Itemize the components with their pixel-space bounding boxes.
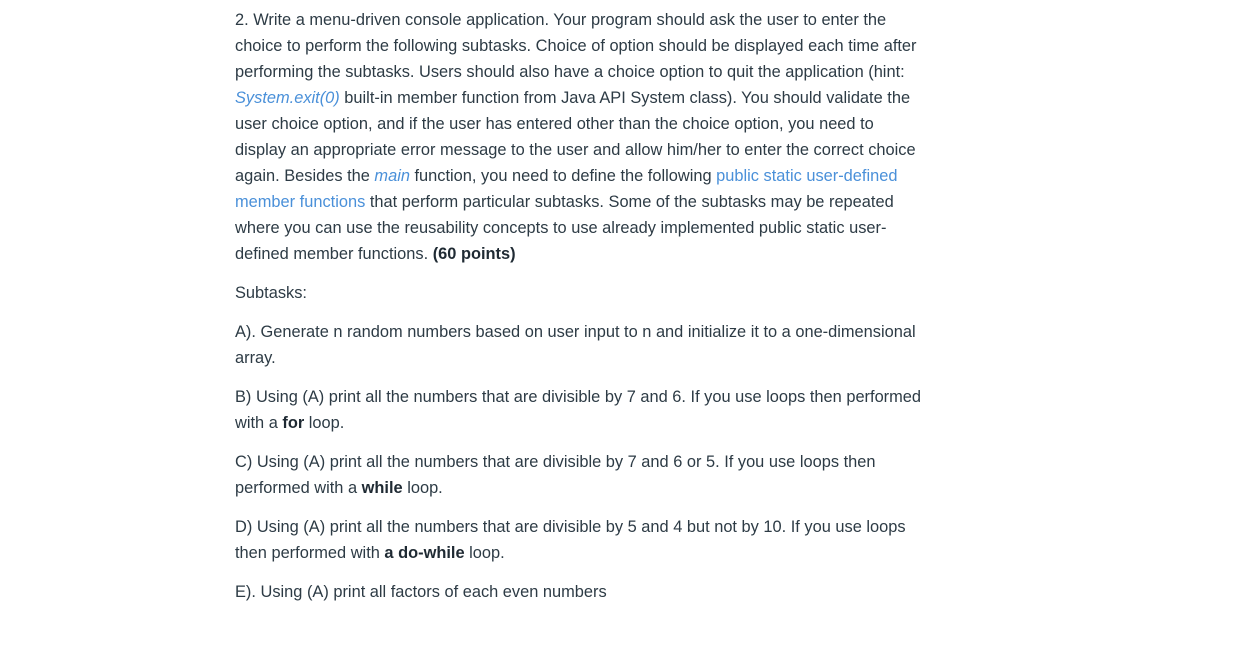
main-function-code: main	[374, 167, 410, 185]
question-paragraph	[235, 7, 925, 267]
subtask-e-text: E). Using (A) print all factors of each even numbers	[235, 583, 607, 601]
subtask-d	[235, 514, 925, 566]
subtasks-heading: Subtasks:	[235, 284, 307, 302]
subtask-d-loop-keyword: a do-while	[384, 544, 465, 562]
subtask-e	[235, 579, 925, 605]
subtask-c-text: C) Using (A) print all the numbers that are divisible by 7 and 6 or 5. If you use loops then performed with a	[235, 453, 876, 497]
subtask-c-loop-keyword: while	[361, 479, 403, 497]
question-content	[235, 7, 925, 618]
subtask-d-text: D) Using (A) print all the numbers that are divisible by 5 and 4 but not by 10. If you use loops then performed with	[235, 518, 906, 562]
subtask-b	[235, 384, 925, 436]
question-text-2: built-in member function from Java API System class). You should validate the user choice option, and if the user has entered other than the choice option, you need to display an appropriate error message to the user and allow him/her to enter the correct choice again. Besides the	[235, 89, 916, 185]
system-exit-code: System.exit(0)	[235, 89, 340, 107]
question-text-1: 2. Write a menu-driven console application. Your program should ask the user to enter the choice to perform the following subtasks. Choice of option should be displayed each time after performing the subtasks. Users should also have a choice option to quit the application (hint:	[235, 11, 917, 81]
subtask-c-tail: loop.	[402, 479, 443, 497]
subtask-b-loop-keyword: for	[282, 414, 305, 432]
public-static-functions-text: public static user-defined member functions	[235, 167, 898, 211]
question-text-4: that perform particular subtasks. Some of the subtasks may be repeated where you can use the reusability concepts to use already implemented public static user-defined member functions.	[235, 193, 894, 263]
subtask-b-tail: loop.	[304, 414, 345, 432]
subtask-d-tail: loop.	[464, 544, 505, 562]
points-label: (60 points)	[432, 245, 516, 263]
subtask-a-text: A). Generate n random numbers based on user input to n and initialize it to a one-dimensional array.	[235, 323, 916, 367]
subtask-a	[235, 319, 925, 371]
subtask-c	[235, 449, 925, 501]
question-text-3: function, you need to define the following	[409, 167, 717, 185]
subtask-b-text: B) Using (A) print all the numbers that are divisible by 7 and 6. If you use loops then performed with a	[235, 388, 922, 432]
